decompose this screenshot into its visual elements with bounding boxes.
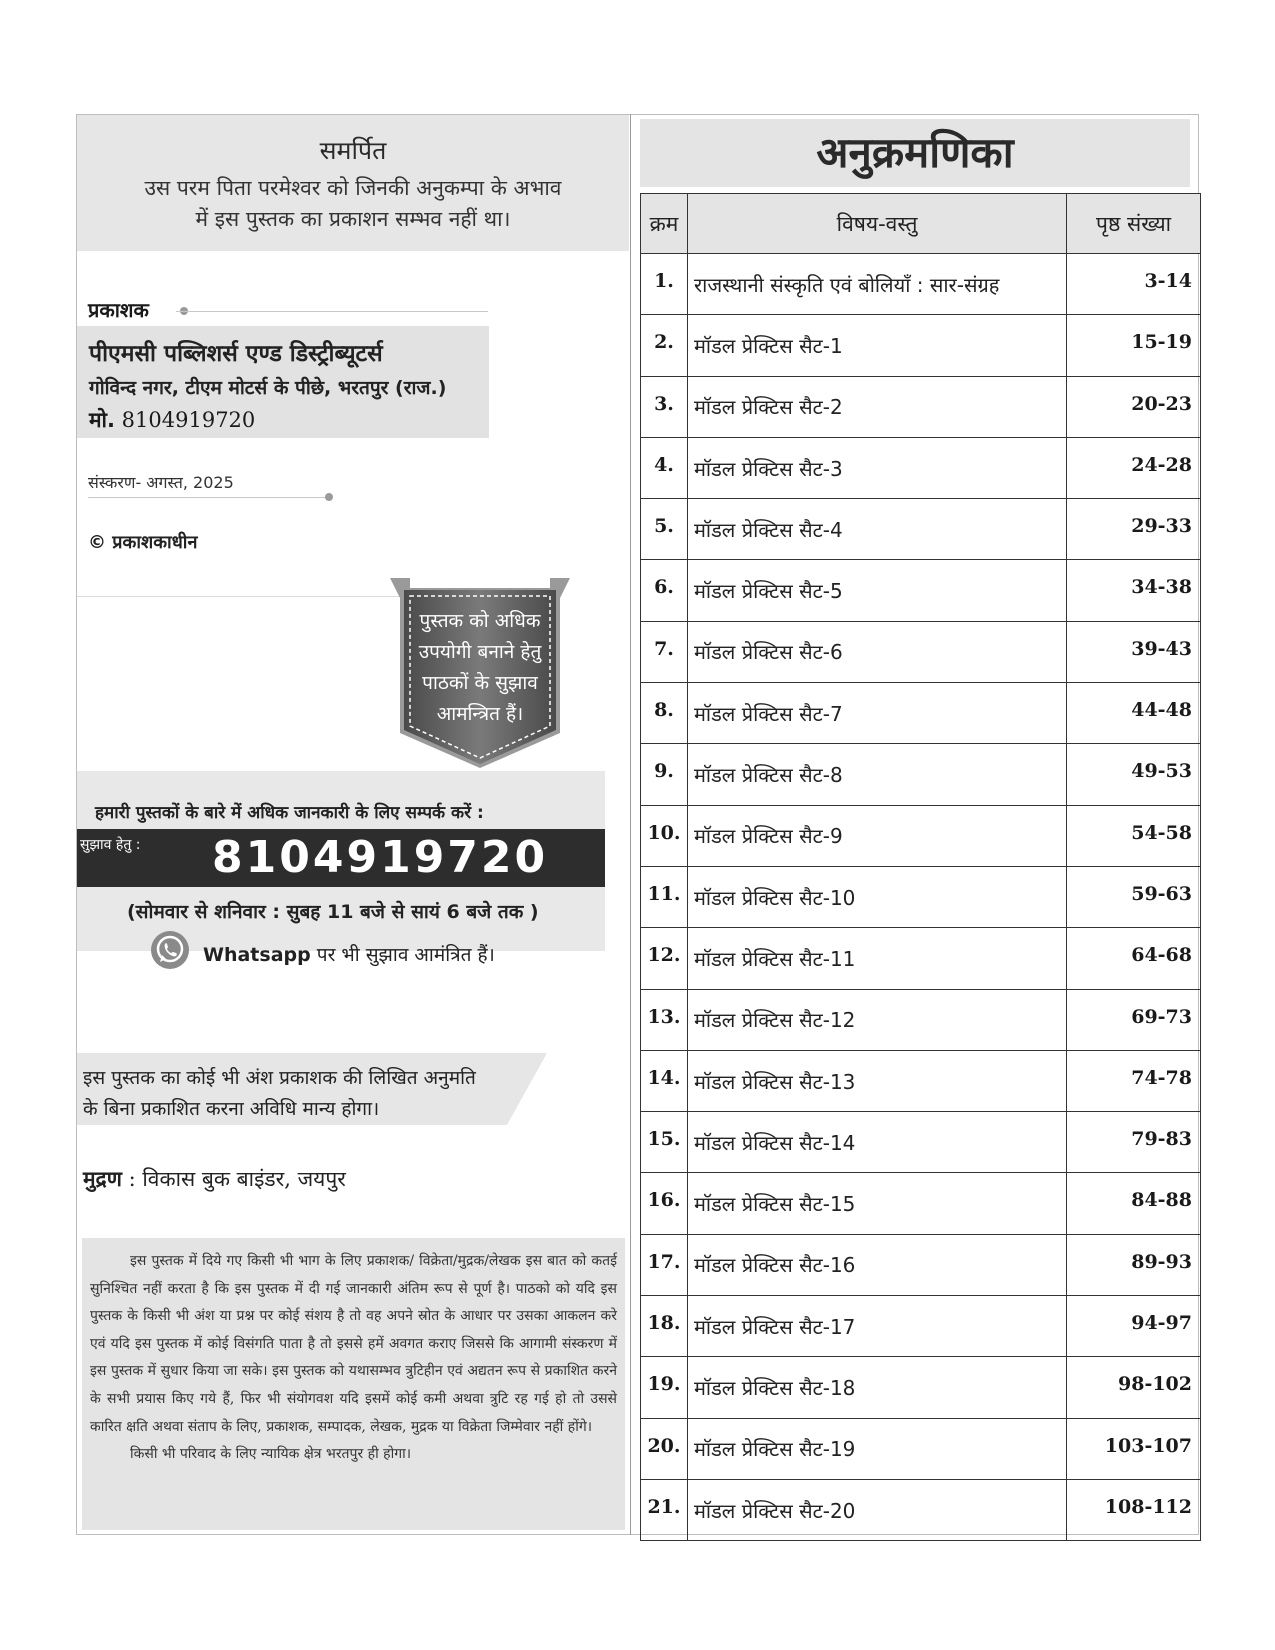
toc-pages: 29-33	[1067, 499, 1201, 560]
toc-number: 14.	[641, 1050, 688, 1111]
publisher-divider	[176, 311, 488, 312]
toc-subject: मॉडल प्रेक्टिस सैट-19	[687, 1418, 1066, 1479]
toc-pages: 59-63	[1067, 866, 1201, 927]
disclaimer-box	[82, 1238, 625, 1530]
toc-row	[641, 1479, 1201, 1540]
toc-subject: मॉडल प्रेक्टिस सैट-20	[687, 1479, 1066, 1540]
toc-number: 19.	[641, 1357, 688, 1418]
toc-row	[641, 560, 1201, 621]
toc-pages: 74-78	[1067, 1050, 1201, 1111]
toc-subject: मॉडल प्रेक्टिस सैट-18	[687, 1357, 1066, 1418]
toc-number: 17.	[641, 1234, 688, 1295]
toc-subject: राजस्थानी संस्कृति एवं बोलियाँ : सार-संग्रह	[687, 254, 1066, 315]
dedication-box	[77, 115, 629, 251]
whatsapp-rest: पर भी सुझाव आमंत्रित हैं।	[310, 944, 495, 966]
permission-text	[83, 1063, 523, 1125]
ribbon-line-3: पाठकों के सुझाव	[422, 672, 538, 694]
toc-pages: 20-23	[1067, 376, 1201, 437]
toc-subject: मॉडल प्रेक्टिस सैट-1	[687, 315, 1066, 376]
edition-divider	[88, 497, 328, 498]
toc-title: अनुक्रमणिका	[816, 128, 1014, 177]
printing-label: मुद्रण	[83, 1167, 122, 1191]
permission-line-1: इस पुस्तक का कोई भी अंश प्रकाशक की लिखित अनुमति	[83, 1067, 476, 1089]
toc-pages: 69-73	[1067, 989, 1201, 1050]
toc-row	[641, 989, 1201, 1050]
permission-line-2: के बिना प्रकाशित करना अविधि मान्य होगा।	[83, 1098, 380, 1120]
publisher-box	[77, 326, 489, 438]
ribbon-line-1: पुस्तक को अधिक	[419, 610, 541, 632]
toc-pages: 108-112	[1067, 1479, 1201, 1540]
toc-subject: मॉडल प्रेक्टिस सैट-11	[687, 928, 1066, 989]
toc-subject: मॉडल प्रेक्टिस सैट-13	[687, 1050, 1066, 1111]
toc-table	[640, 193, 1201, 1541]
toc-row	[641, 621, 1201, 682]
toc-subject: मॉडल प्रेक्टिस सैट-4	[687, 499, 1066, 560]
toc-row	[641, 1296, 1201, 1357]
toc-subject: मॉडल प्रेक्टिस सैट-5	[687, 560, 1066, 621]
toc-row	[641, 866, 1201, 927]
toc-pages: 89-93	[1067, 1234, 1201, 1295]
column-divider	[630, 114, 631, 1535]
toc-number: 18.	[641, 1296, 688, 1357]
toc-row	[641, 1173, 1201, 1234]
toc-number: 16.	[641, 1173, 688, 1234]
toc-number: 7.	[641, 621, 688, 682]
toc-pages: 98-102	[1067, 1357, 1201, 1418]
toc-pages: 49-53	[1067, 744, 1201, 805]
toc-subject: मॉडल प्रेक्टिस सैट-17	[687, 1296, 1066, 1357]
edition-dot-icon	[325, 493, 333, 501]
toc-col-number: क्रम	[641, 194, 688, 254]
toc-number: 20.	[641, 1418, 688, 1479]
toc-number: 6.	[641, 560, 688, 621]
dedication-line-1: उस परम पिता परमेश्वर को जिनकी अनुकम्पा के अभाव	[144, 176, 562, 200]
disclaimer-paragraph-2: किसी भी परिवाद के लिए न्यायिक क्षेत्र भरतपुर ही होगा।	[130, 1446, 412, 1463]
toc-subject: मॉडल प्रेक्टिस सैट-3	[687, 437, 1066, 498]
publisher-address: गोविन्द नगर, टीएम मोटर्स के पीछे, भरतपुर (राज.)	[89, 377, 447, 399]
toc-pages: 84-88	[1067, 1173, 1201, 1234]
toc-number: 12.	[641, 928, 688, 989]
toc-subject: मॉडल प्रेक्टिस सैट-14	[687, 1112, 1066, 1173]
dedication-title: समर्पित	[319, 136, 387, 165]
printing-info	[83, 1165, 346, 1193]
toc-row	[641, 1418, 1201, 1479]
edition-text: संस्करण- अगस्त, 2025	[88, 473, 234, 492]
toc-pages: 79-83	[1067, 1112, 1201, 1173]
toc-number: 3.	[641, 376, 688, 437]
ribbon-line-2: उपयोगी बनाने हेतु	[418, 641, 542, 663]
toc-number: 2.	[641, 315, 688, 376]
toc-pages: 34-38	[1067, 560, 1201, 621]
suggestion-label: सुझाव हेतु :	[80, 837, 141, 853]
contact-text: हमारी पुस्तकों के बारे में अधिक जानकारी के लिए सम्पर्क करें :	[95, 803, 484, 823]
toc-row	[641, 1234, 1201, 1295]
toc-subject: मॉडल प्रेक्टिस सैट-9	[687, 805, 1066, 866]
toc-row	[641, 1357, 1201, 1418]
toc-number: 5.	[641, 499, 688, 560]
contact-hours: (सोमवार से शनिवार : सुबह 11 बजे से सायं 6 बजे तक )	[127, 901, 539, 923]
toc-pages: 24-28	[1067, 437, 1201, 498]
mobile-number: 8104919720	[121, 408, 256, 432]
publisher-mobile	[89, 406, 477, 434]
whatsapp-icon	[150, 930, 190, 970]
toc-subject: मॉडल प्रेक्टिस सैट-6	[687, 621, 1066, 682]
toc-subject: मॉडल प्रेक्टिस सैट-15	[687, 1173, 1066, 1234]
toc-subject: मॉडल प्रेक्टिस सैट-7	[687, 683, 1066, 744]
ribbon-line-4: आमन्त्रित हैं।	[436, 703, 524, 725]
toc-pages: 44-48	[1067, 683, 1201, 744]
toc-subject: मॉडल प्रेक्टिस सैट-2	[687, 376, 1066, 437]
toc-row	[641, 499, 1201, 560]
toc-body	[641, 254, 1201, 1541]
toc-row	[641, 376, 1201, 437]
toc-col-pages: पृष्ठ संख्या	[1067, 194, 1201, 254]
toc-header-row	[641, 194, 1201, 254]
toc-pages: 3-14	[1067, 254, 1201, 315]
disclaimer-paragraph-1: इस पुस्तक में दिये गए किसी भी भाग के लिए प्रकाशक/ विक्रेता/मुद्रक/लेखक इस बात को कतई सुनिश्चित नहीं करता है कि इस पुस्तक में दी गई जानकारी अंतिम रूप से पूर्ण है। पाठको को यदि इस पुस्तक के किसी भी अंश या प्रश्न पर कोई संशय है तो वह अपने स्रोत के आधार पर उसका आकलन करे एवं यदि इस पुस्तक में कोई विसंगति पाता है तो इससे हमें अवगत कराए जिससे कि आगामी संस्करण में इस पुस्तक में सुधार किया जा सके। इस पुस्तक को यथासम्भव त्रुटिहीन एवं अद्यतन रूप से प्रकाशित करने के सभी प्रयास किए गये हैं, फिर भी संयोगवश यदि इसमें कोई कमी अथवा त्रुटि रह गई हो तो उससे कारित क्षति अथवा संताप के लिए, प्रकाशक, सम्पादक, लेखक, मुद्रक या विक्रेता जिम्मेवार नहीं होंगे।	[90, 1253, 617, 1435]
toc-pages: 103-107	[1067, 1418, 1201, 1479]
publisher-label: प्रकाशक	[88, 298, 149, 322]
dedication-text	[77, 173, 629, 235]
toc-number: 15.	[641, 1112, 688, 1173]
publisher-name: पीएमसी पब्लिशर्स एण्ड डिस्ट्रीब्यूटर्स	[89, 341, 383, 367]
toc-row	[641, 805, 1201, 866]
toc-number: 11.	[641, 866, 688, 927]
toc-number: 8.	[641, 683, 688, 744]
printing-value: : विकास बुक बाइंडर, जयपुर	[121, 1167, 346, 1191]
toc-subject: मॉडल प्रेक्टिस सैट-12	[687, 989, 1066, 1050]
toc-number: 4.	[641, 437, 688, 498]
toc-number: 9.	[641, 744, 688, 805]
toc-pages: 94-97	[1067, 1296, 1201, 1357]
whatsapp-text	[203, 941, 495, 967]
toc-row	[641, 683, 1201, 744]
toc-row	[641, 744, 1201, 805]
toc-subject: मॉडल प्रेक्टिस सैट-8	[687, 744, 1066, 805]
toc-pages: 54-58	[1067, 805, 1201, 866]
toc-pages: 64-68	[1067, 928, 1201, 989]
toc-subject: मॉडल प्रेक्टिस सैट-10	[687, 866, 1066, 927]
toc-subject: मॉडल प्रेक्टिस सैट-16	[687, 1234, 1066, 1295]
toc-row	[641, 1112, 1201, 1173]
toc-number: 21.	[641, 1479, 688, 1540]
toc-row	[641, 254, 1201, 315]
toc-number: 13.	[641, 989, 688, 1050]
dedication-line-2: में इस पुस्तक का प्रकाशन सम्भव नहीं था।	[195, 207, 511, 231]
copyright-text: © प्रकाशकाधीन	[88, 532, 198, 553]
toc-row	[641, 437, 1201, 498]
toc-row	[641, 1050, 1201, 1111]
toc-number: 10.	[641, 805, 688, 866]
toc-row	[641, 315, 1201, 376]
toc-col-subject: विषय-वस्तु	[687, 194, 1066, 254]
toc-pages: 39-43	[1067, 621, 1201, 682]
toc-pages: 15-19	[1067, 315, 1201, 376]
toc-number: 1.	[641, 254, 688, 315]
toc-header	[640, 119, 1190, 187]
whatsapp-label: Whatsapp	[203, 944, 311, 966]
ribbon-text	[400, 606, 560, 730]
toc-row	[641, 928, 1201, 989]
contact-phone: 8104919720	[212, 832, 549, 883]
mobile-label: मो.	[89, 408, 115, 432]
